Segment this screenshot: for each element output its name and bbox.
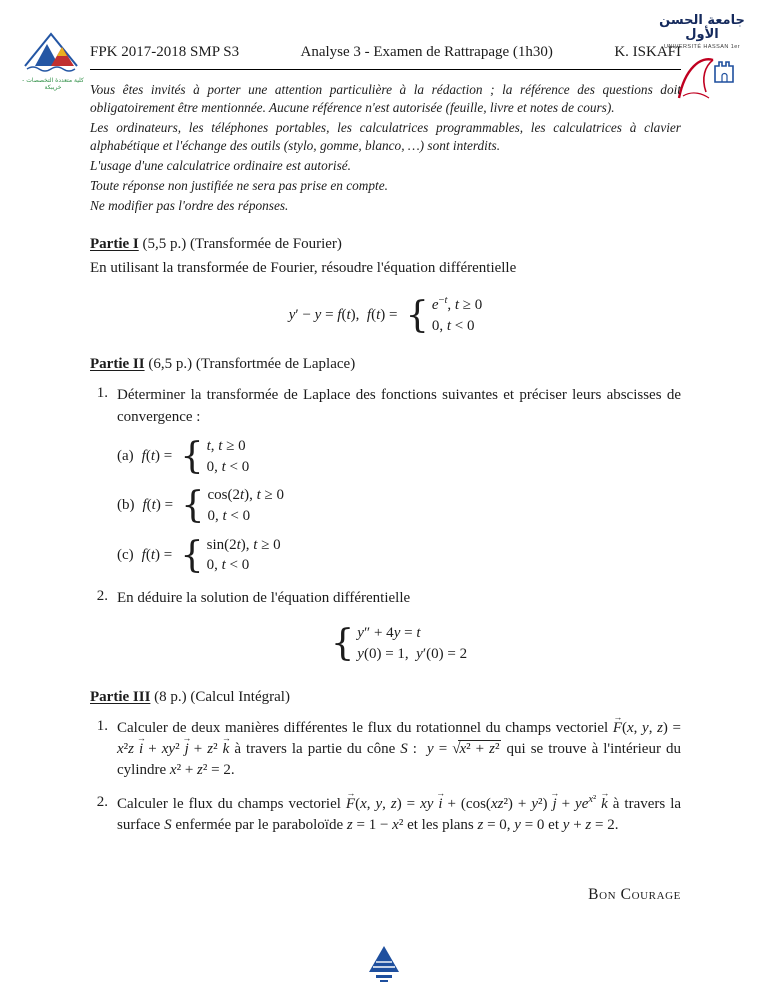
case-top: cos(2t), t ≥ 0	[207, 487, 285, 504]
instruction-line: Toute réponse non justifiée ne sera pas prise en compte.	[90, 178, 388, 194]
partie2-item1	[90, 385, 681, 576]
instruction-line: Ne modifier pas l'ordre des réponses.	[90, 198, 289, 214]
partie2-title: Partie II	[90, 356, 145, 373]
sub-item-label: (c)	[117, 546, 134, 563]
partie3-item2	[90, 794, 681, 837]
header-author: K. ISKAFI	[614, 44, 681, 60]
partie1-points: (5,5 p.) (Transformée de Fourier)	[138, 235, 342, 252]
partie2-item2	[90, 588, 681, 669]
left-brace: {	[181, 483, 205, 527]
piecewise-function	[180, 436, 249, 477]
header-divider	[90, 69, 681, 70]
partie3-heading	[90, 689, 681, 706]
document-body	[90, 44, 681, 904]
partie3-title: Partie III	[90, 688, 151, 705]
equation-lhs: y′ − y = f(t), f(t) =	[288, 307, 398, 324]
header-exam-title: Analyse 3 - Examen de Rattrapage (1h30)	[300, 44, 553, 60]
header	[90, 44, 681, 61]
university-latin-title: UNIVERSITÉ HASSAN 1er	[663, 43, 741, 50]
sub-item-label: (b)	[117, 497, 135, 514]
equation-system	[331, 623, 467, 664]
partie2-item1-text: Déterminer la transformée de Laplace des fonctions suivantes et préciser leurs abscisses de convergence :	[117, 387, 681, 425]
function-lhs: f(t) =	[142, 497, 174, 514]
item-number: 2.	[96, 793, 108, 810]
partie3-item2-text: Calculer le flux du champs vectoriel F →(x, y, z) = xy i → + (cos(xz²) + y²) j → + $ye^{x^2}$ k → à travers la surface S enfermée par le paraboloïde z = 1 − x² et les plans z = 0, y = 0 et y + z = 2.	[117, 794, 681, 837]
instruction-line: L'usage d'une calculatrice ordinaire est autorisé.	[90, 158, 352, 174]
partie2-item2-text: En déduire la solution de l'équation différentielle	[117, 589, 411, 606]
partie1-intro: En utilisant la transformée de Fourier, résoudre l'équation différentielle	[90, 259, 517, 276]
piecewise-function	[180, 532, 281, 576]
left-brace: {	[405, 293, 429, 337]
case-top: $e^{-t}$, t ≥ 0	[431, 294, 483, 313]
mountains-logo-icon	[21, 30, 85, 72]
function-lhs: f(t) =	[141, 448, 173, 464]
left-brace: {	[180, 532, 204, 576]
instruction-line: Les ordinateurs, les téléphones portables, les calculatrices programmables, les calculatrices à clavier alphabétique et l'échange des outils (stylo, gomme, blanco, …) sont interdits.	[90, 120, 681, 154]
partie2-points: (6,5 p.) (Transfortmée de Laplace)	[144, 356, 356, 373]
partie3-points: (8 p.) (Calcul Intégral)	[150, 688, 290, 705]
partie3-item1-text: Calculer de deux manières différentes le flux du rotationnel du champs vectoriel F →(x, y, z) = x²z i → + xy² j → + z² k → à travers la partie du cône S : y = √x² + z² qui se trouve à l'intérieur du cylindre x² + z² = 2.	[117, 718, 681, 782]
function-lhs: f(t) =	[141, 546, 173, 563]
case-top: sin(2t), t ≥ 0	[206, 536, 281, 553]
case-top: t, t ≥ 0	[206, 437, 246, 454]
partie2-sub-a	[117, 436, 681, 477]
partie2-heading	[90, 356, 681, 373]
partie1-equation	[90, 295, 681, 336]
case-bottom: 0, t < 0	[206, 557, 250, 574]
case-bottom: 0, t < 0	[431, 317, 475, 334]
closing-note: Bon Courage	[588, 886, 681, 904]
partie3-item1	[90, 718, 681, 782]
system-initial-conditions: y(0) = 1, y′(0) = 2	[357, 645, 468, 662]
instructions-block	[90, 81, 681, 216]
case-bottom: 0, t < 0	[206, 458, 250, 475]
left-brace: {	[180, 434, 204, 478]
footer-emblem-icon	[365, 944, 403, 984]
university-arabic-title: جامعة الحسن الأول	[659, 13, 745, 43]
system-equation: y″ + 4y = t	[357, 625, 421, 642]
piecewise-function	[405, 295, 482, 336]
piecewise-function	[181, 485, 284, 526]
item-number: 2.	[96, 587, 108, 604]
partie1-heading	[90, 236, 681, 253]
header-course: FPK 2017-2018 SMP S3	[90, 44, 240, 60]
item-number: 1.	[96, 717, 108, 734]
partie2-sub-c	[117, 532, 681, 576]
sub-item-label: (a)	[117, 448, 134, 464]
item-number: 1.	[96, 385, 108, 402]
instruction-line: Vous êtes invités à porter une attention particulière à la rédaction ; la référence des questions doit obligatoirement être mentionnée. Aucune référence n'est autorisée (feuille, livre et notes de cours).	[90, 82, 681, 116]
partie2-system	[117, 623, 681, 664]
faculty-logo	[14, 30, 92, 91]
left-brace: {	[330, 621, 355, 665]
case-bottom: 0, t < 0	[207, 507, 251, 524]
footer-logo	[365, 944, 403, 989]
partie2-sub-b	[117, 485, 681, 526]
faculty-logo-caption: كلية متعددة التخصصات - خريبكة	[22, 77, 84, 91]
partie1-title: Partie I	[90, 235, 139, 252]
